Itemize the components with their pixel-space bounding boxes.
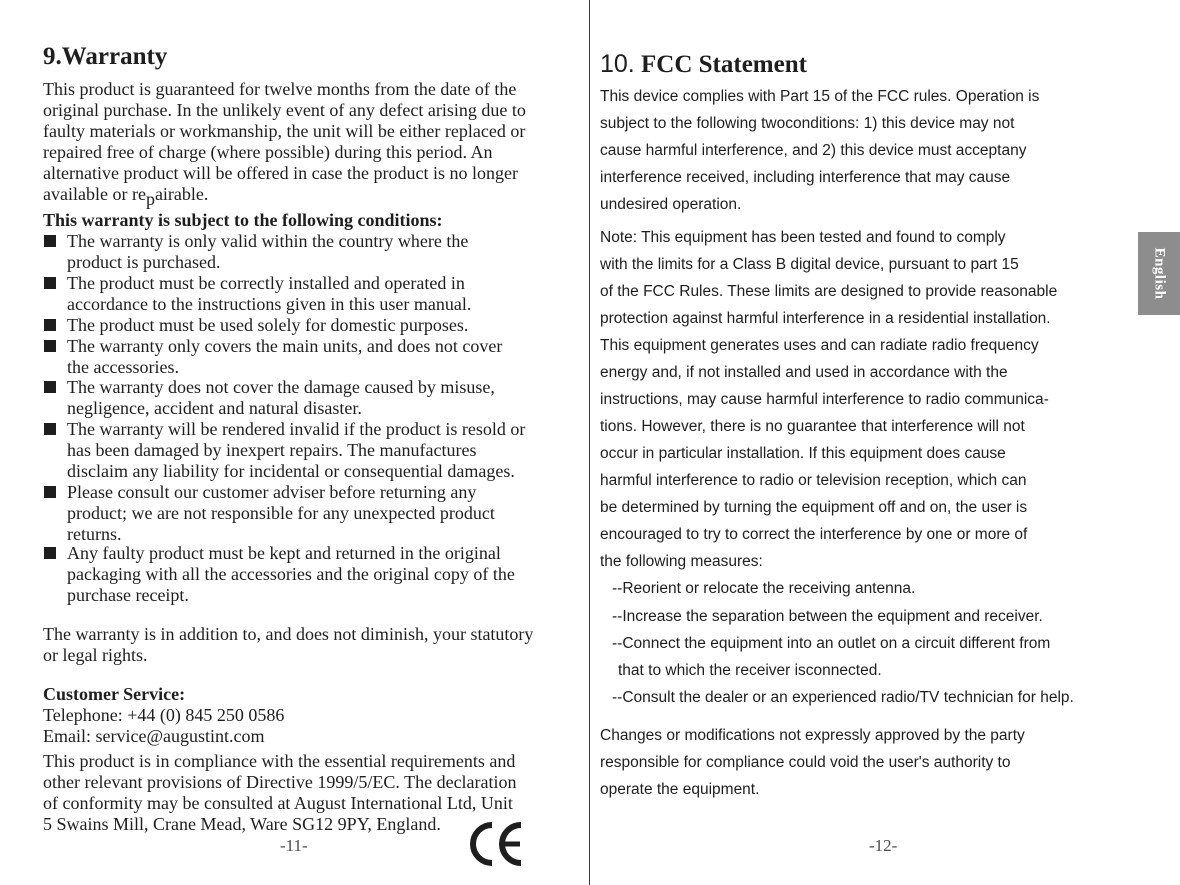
condition-line: The warranty will be rendered invalid if the product is resold or (67, 419, 526, 439)
fcc-note-line: This equipment generates uses and can radiate radio frequency (600, 337, 1039, 354)
warranty-intro-line: repaired free of charge (where possible) during this period. An (43, 142, 493, 162)
condition-line: purchase receipt. (67, 585, 189, 605)
square-bullet-icon (44, 235, 56, 247)
page-number-right: -12- (869, 836, 898, 855)
fcc-changes-line: Changes or modifications not expressly approved by the party (600, 727, 1025, 744)
condition-line: packaging with all the accessories and the original copy of the (67, 564, 515, 584)
square-bullet-icon (44, 319, 56, 331)
fcc-measure: --Reorient or relocate the receiving antenna. (612, 580, 916, 597)
condition-line: negligence, accident and natural disaster. (67, 398, 362, 418)
condition-line: returns. (67, 524, 122, 544)
warranty-title: 9.Warranty (43, 43, 168, 70)
language-tab (1138, 232, 1180, 315)
fcc-note-line: be determined by turning the equipment off and on, the user is (600, 499, 1028, 516)
statutory-line: or legal rights. (43, 645, 148, 665)
fcc-title: 10. FCC Statement (600, 50, 807, 78)
fcc-note-line: the following measures: (600, 553, 763, 570)
fcc-note-line: harmful interference to radio or television reception, which can (600, 472, 1027, 489)
fcc-para-line: undesired operation. (600, 196, 742, 213)
email: Email: service@augustint.com (43, 726, 265, 746)
compliance-line: 5 Swains Mill, Crane Mead, Ware SG12 9PY, England. (43, 814, 441, 834)
square-bullet-icon (44, 277, 56, 289)
warranty-intro-line: available or repairable. (43, 184, 209, 209)
telephone: Telephone: +44 (0) 845 250 0586 (43, 705, 285, 725)
condition-line: disclaim any liability for incidental or consequential damages. (67, 461, 515, 481)
fcc-measure: --Consult the dealer or an experienced radio/TV technician for help. (612, 689, 1074, 706)
fcc-note-line: energy and, if not installed and used in accordance with the (600, 364, 1008, 381)
fcc-changes-line: operate the equipment. (600, 781, 760, 798)
fcc-note-line: occur in particular installation. If this equipment does cause (600, 445, 1006, 462)
compliance-line: of conformity may be consulted at August International Ltd, Unit (43, 793, 513, 813)
condition-line: The warranty does not cover the damage caused by misuse, (67, 377, 495, 397)
language-tab-label: English (1151, 247, 1168, 300)
condition-line: The warranty only covers the main units, and does not cover (67, 336, 503, 356)
square-bullet-icon (44, 486, 56, 498)
condition-line: Please consult our customer adviser before returning any (67, 482, 477, 502)
fcc-note-line: of the FCC Rules. These limits are designed to provide reasonable (600, 283, 1058, 300)
warranty-intro-line: alternative product will be offered in case the product is no longer (43, 163, 519, 183)
fcc-note-line: tions. However, there is no guarantee that interference will not (600, 418, 1025, 435)
fcc-para-line: This device complies with Part 15 of the FCC rules. Operation is (600, 88, 1040, 105)
fcc-note-line: Note: This equipment has been tested and found to comply (600, 229, 1006, 246)
page-number-left: -11- (280, 836, 308, 855)
customer-service-heading: Customer Service: (43, 684, 186, 704)
fcc-measure: --Increase the separation between the equipment and receiver. (612, 608, 1043, 625)
statutory-line: The warranty is in addition to, and does not diminish, your statutory (43, 624, 534, 644)
condition-line: Any faulty product must be kept and returned in the original (67, 543, 501, 563)
fcc-para-line: cause harmful interference, and 2) this device must acceptany (600, 142, 1027, 159)
fcc-measure: --Connect the equipment into an outlet on a circuit different from (612, 635, 1051, 652)
fcc-para-line: subject to the following twoconditions: 1) this device may not (600, 115, 1015, 132)
square-bullet-icon (44, 547, 56, 559)
condition-line: The warranty is only valid within the country where the (67, 231, 469, 251)
fcc-note-line: protection against harmful interference in a residential installation. (600, 310, 1051, 327)
warranty-intro-line: faulty materials or workmanship, the unit will be either replaced or (43, 121, 526, 141)
condition-line: product is purchased. (67, 252, 221, 272)
fcc-measure-continuation: that to which the receiver isconnected. (618, 662, 882, 679)
warranty-intro-line: This product is guaranteed for twelve months from the date of the (43, 79, 517, 99)
fcc-para-line: interference received, including interference that may cause (600, 169, 1011, 186)
square-bullet-icon (44, 340, 56, 352)
condition-line: the accessories. (67, 357, 179, 377)
compliance-line: This product is in compliance with the essential requirements and (43, 751, 516, 771)
conditions-heading: This warranty is subject to the following conditions: (43, 210, 443, 230)
condition-line: has been damaged by inexpert repairs. The manufactures (67, 440, 477, 460)
condition-line: The product must be correctly installed and operated in (67, 273, 465, 293)
compliance-line: other relevant provisions of Directive 1999/5/EC. The declaration (43, 772, 517, 792)
fcc-changes-line: responsible for compliance could void the user's authority to (600, 754, 1011, 771)
condition-line: accordance to the instructions given in this user manual. (67, 294, 472, 314)
ce-mark-icon (467, 820, 525, 868)
fcc-note-line: with the limits for a Class B digital device, pursuant to part 15 (600, 256, 1019, 273)
square-bullet-icon (44, 423, 56, 435)
warranty-intro-line: original purchase. In the unlikely event of any defect arising due to (43, 100, 526, 120)
fcc-note-line: instructions, may cause harmful interference to radio communica- (600, 391, 1049, 408)
page-divider (589, 0, 590, 885)
square-bullet-icon (44, 381, 56, 393)
condition-line: product; we are not responsible for any unexpected product (67, 503, 495, 523)
fcc-note-line: encouraged to try to correct the interference by one or more of (600, 526, 1028, 543)
condition-line: The product must be used solely for domestic purposes. (67, 315, 469, 335)
